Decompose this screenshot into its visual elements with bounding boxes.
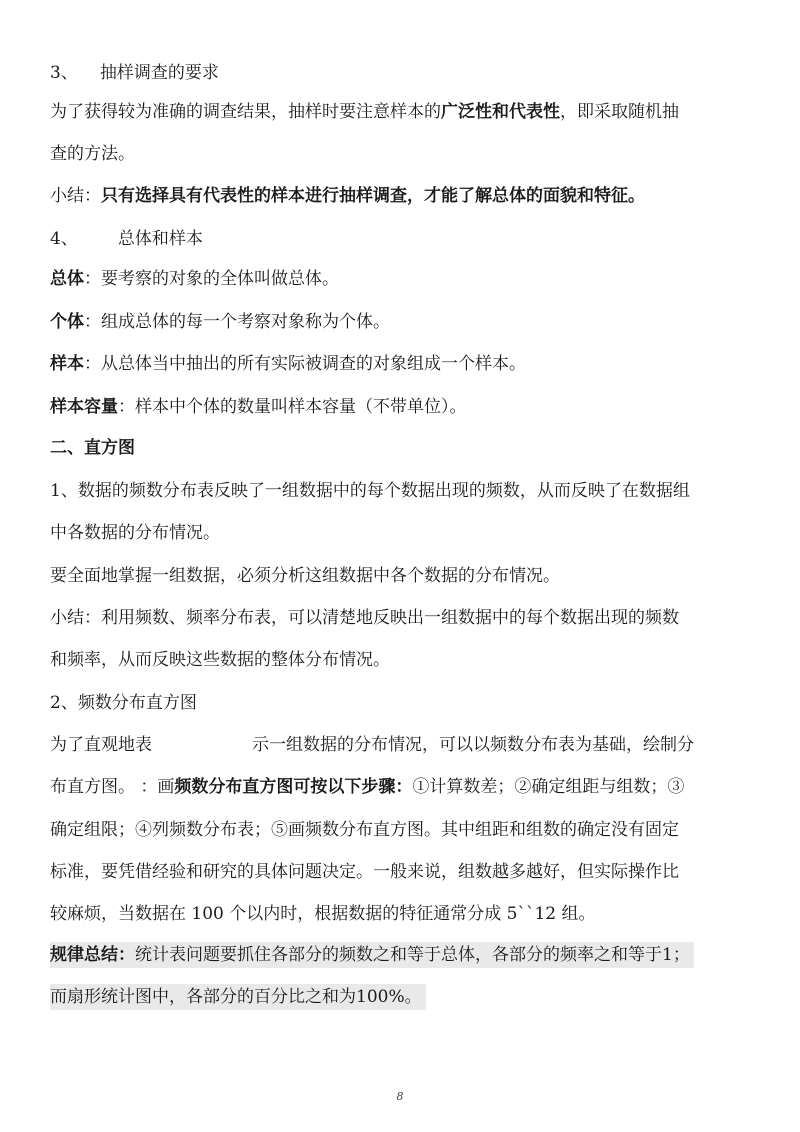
text-run: 为了直观地表 <box>50 735 152 755</box>
section-3-heading <box>50 60 750 86</box>
bold-text-run: 广泛性和代表性 <box>441 102 560 122</box>
definition-sample <box>50 351 750 377</box>
text-run: ①计算数差；②确定组距与组数；③ <box>412 777 685 797</box>
definition-text: ：组成总体的每一个考察对象称为个体。 <box>84 312 390 332</box>
text-run: 示一组数据的分布情况，可以以频数分布表为基础，绘制分 <box>252 735 694 755</box>
text-run: ，即采取随机抽 <box>560 102 679 122</box>
definition-text: ：从总体当中抽出的所有实际被调查的对象组成一个样本。 <box>84 354 526 374</box>
bold-text-run: 频数分布直方图可按以下步骤： <box>174 777 413 797</box>
paragraph-1-line-1: 1、数据的频数分布表反映了一组数据中的每个数据出现的频数，从而反映了在数据组 <box>50 481 690 501</box>
rule-summary-line-2 <box>50 984 750 1010</box>
definition-term: 个体 <box>50 312 84 332</box>
paragraph-2-line-4: 标准，要凭借经验和研究的具体问题决定。一般来说，组数越多越好，但实际操作比 <box>50 862 679 882</box>
rule-summary-line-1 <box>50 942 750 968</box>
definition-individual <box>50 309 750 335</box>
paragraph-1-line-5: 和频率，从而反映这些数据的整体分布情况。 <box>50 650 390 670</box>
section-3-paragraph-line-1 <box>50 99 750 125</box>
paragraph-2-line-2 <box>50 774 750 800</box>
text-run: 为了获得较为准确的调查结果，抽样时要注意样本的 <box>50 102 441 122</box>
paragraph-1-line-3: 要全面地掌握一组数据，必须分析这组数据中各个数据的分布情况。 <box>50 566 560 586</box>
section-4-number: 4、 <box>50 229 78 249</box>
paragraph-2-line-3: 确定组限；④列频数分布表；⑤画频数分布直方图。其中组距和组数的确定没有固定 <box>50 820 679 840</box>
rule-summary-text: 统计表问题要抓住各部分的频数之和等于总体，各部分的频率之和等于1； <box>135 945 690 965</box>
definition-term: 样本容量 <box>50 397 118 417</box>
page-number: 8 <box>396 1090 404 1103</box>
paragraph-2-line-5: 较麻烦，当数据在 100 个以内时，根据数据的特征通常分成 5``12 组。 <box>50 904 596 924</box>
paragraph-1-line-2: 中各数据的分布情况。 <box>50 523 220 543</box>
definition-sample-size <box>50 394 750 420</box>
summary-label: 小结： <box>50 186 101 206</box>
definition-term: 样本 <box>50 354 84 374</box>
paragraph-1-line-4: 小结：利用频数、频率分布表，可以清楚地反映出一组数据中的每个数据出现的频数 <box>50 608 679 628</box>
section-3-title: 抽样调查的要求 <box>99 63 219 83</box>
rule-summary-label: 规律总结： <box>50 945 135 965</box>
section-3-paragraph-line-2: 查的方法。 <box>50 144 135 164</box>
definition-text: ：要考察的对象的全体叫做总体。 <box>84 269 339 289</box>
highlighted-text: 而扇形统计图中，各部分的百分比之和为100%。 <box>50 984 426 1010</box>
section-4-heading <box>50 226 750 252</box>
highlighted-text <box>50 942 694 968</box>
definition-text: ：样本中个体的数量叫样本容量（不带单位）。 <box>118 397 467 417</box>
text-run: 布直方图。 ：画 <box>50 777 175 797</box>
section-3-summary <box>50 183 750 209</box>
definition-population <box>50 266 750 292</box>
section-4-title: 总体和样本 <box>117 229 203 249</box>
definition-term: 总体 <box>50 269 84 289</box>
paragraph-2-title: 2、频数分布直方图 <box>50 693 197 713</box>
summary-text: 只有选择具有代表性的样本进行抽样调查，才能了解总体的面貌和特征。 <box>101 186 645 206</box>
section-3-number: 3、 <box>50 63 78 83</box>
chapter-heading-histogram: 二、直方图 <box>50 438 135 458</box>
paragraph-2-line-1 <box>50 732 750 758</box>
